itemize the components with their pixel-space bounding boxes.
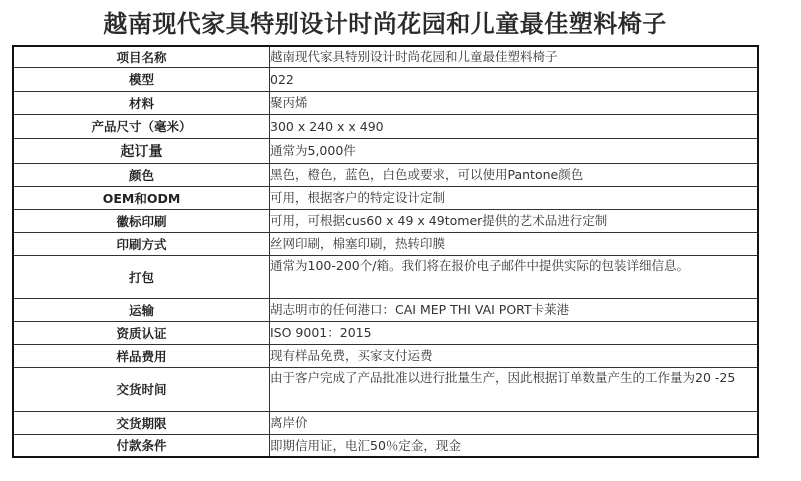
row-value: 由于客户完成了产品批准以进行批量生产，因此根据订单数量产生的工作量为20 -25 [270,367,759,411]
row-value: 胡志明市的任何港口：CAI MEP THI VAI PORT卡莱港 [270,298,759,321]
table-row [13,46,758,67]
table-row [13,411,758,434]
spec-table [12,45,759,458]
row-value: 离岸价 [270,411,759,434]
row-label: 颜色 [13,163,270,186]
row-label: 模型 [13,67,270,91]
row-label: 交货期限 [13,411,270,434]
row-label: OEM和ODM [13,186,270,209]
row-label: 交货时间 [13,367,270,411]
table-row [13,255,758,298]
row-value: 通常为100-200个/箱。我们将在报价电子邮件中提供实际的包装详细信息。 [270,255,759,298]
table-row [13,298,758,321]
row-label: 起订量 [13,138,270,163]
row-label: 付款条件 [13,434,270,457]
row-label: 徽标印刷 [13,209,270,232]
row-value: 现有样品免费，买家支付运费 [270,344,759,367]
row-value: 可用，根据客户的特定设计定制 [270,186,759,209]
table-row [13,434,758,457]
row-value: 通常为5,000件 [270,138,759,163]
row-label: 印刷方式 [13,232,270,255]
row-value: 022 [270,67,759,91]
row-value: 即期信用证，电汇50％定金，现金 [270,434,759,457]
row-value: 越南现代家具特别设计时尚花园和儿童最佳塑料椅子 [270,46,759,67]
table-row [13,67,758,91]
row-value: ISO 9001：2015 [270,321,759,344]
table-row [13,91,758,114]
table-row [13,344,758,367]
row-value: 300 x 240 x x 490 [270,114,759,138]
row-label: 项目名称 [13,46,270,67]
row-label: 产品尺寸（毫米） [13,114,270,138]
page-title: 越南现代家具特别设计时尚花园和儿童最佳塑料椅子 [103,10,667,38]
table-row [13,321,758,344]
table-row [13,367,758,411]
row-value: 聚丙烯 [270,91,759,114]
row-label: 资质认证 [13,321,270,344]
row-value: 丝网印刷，棉塞印刷，热转印膜 [270,232,759,255]
table-row [13,232,758,255]
table-row [13,138,758,163]
table-row [13,114,758,138]
row-value: 可用，可根据cus60 x 49 x 49tomer提供的艺术品进行定制 [270,209,759,232]
table-row [13,209,758,232]
table-row [13,186,758,209]
row-label: 打包 [13,255,270,298]
row-label: 材料 [13,91,270,114]
table-row [13,163,758,186]
row-label: 样品费用 [13,344,270,367]
row-value: 黑色，橙色，蓝色，白色或要求，可以使用Pantone颜色 [270,163,759,186]
row-label: 运输 [13,298,270,321]
